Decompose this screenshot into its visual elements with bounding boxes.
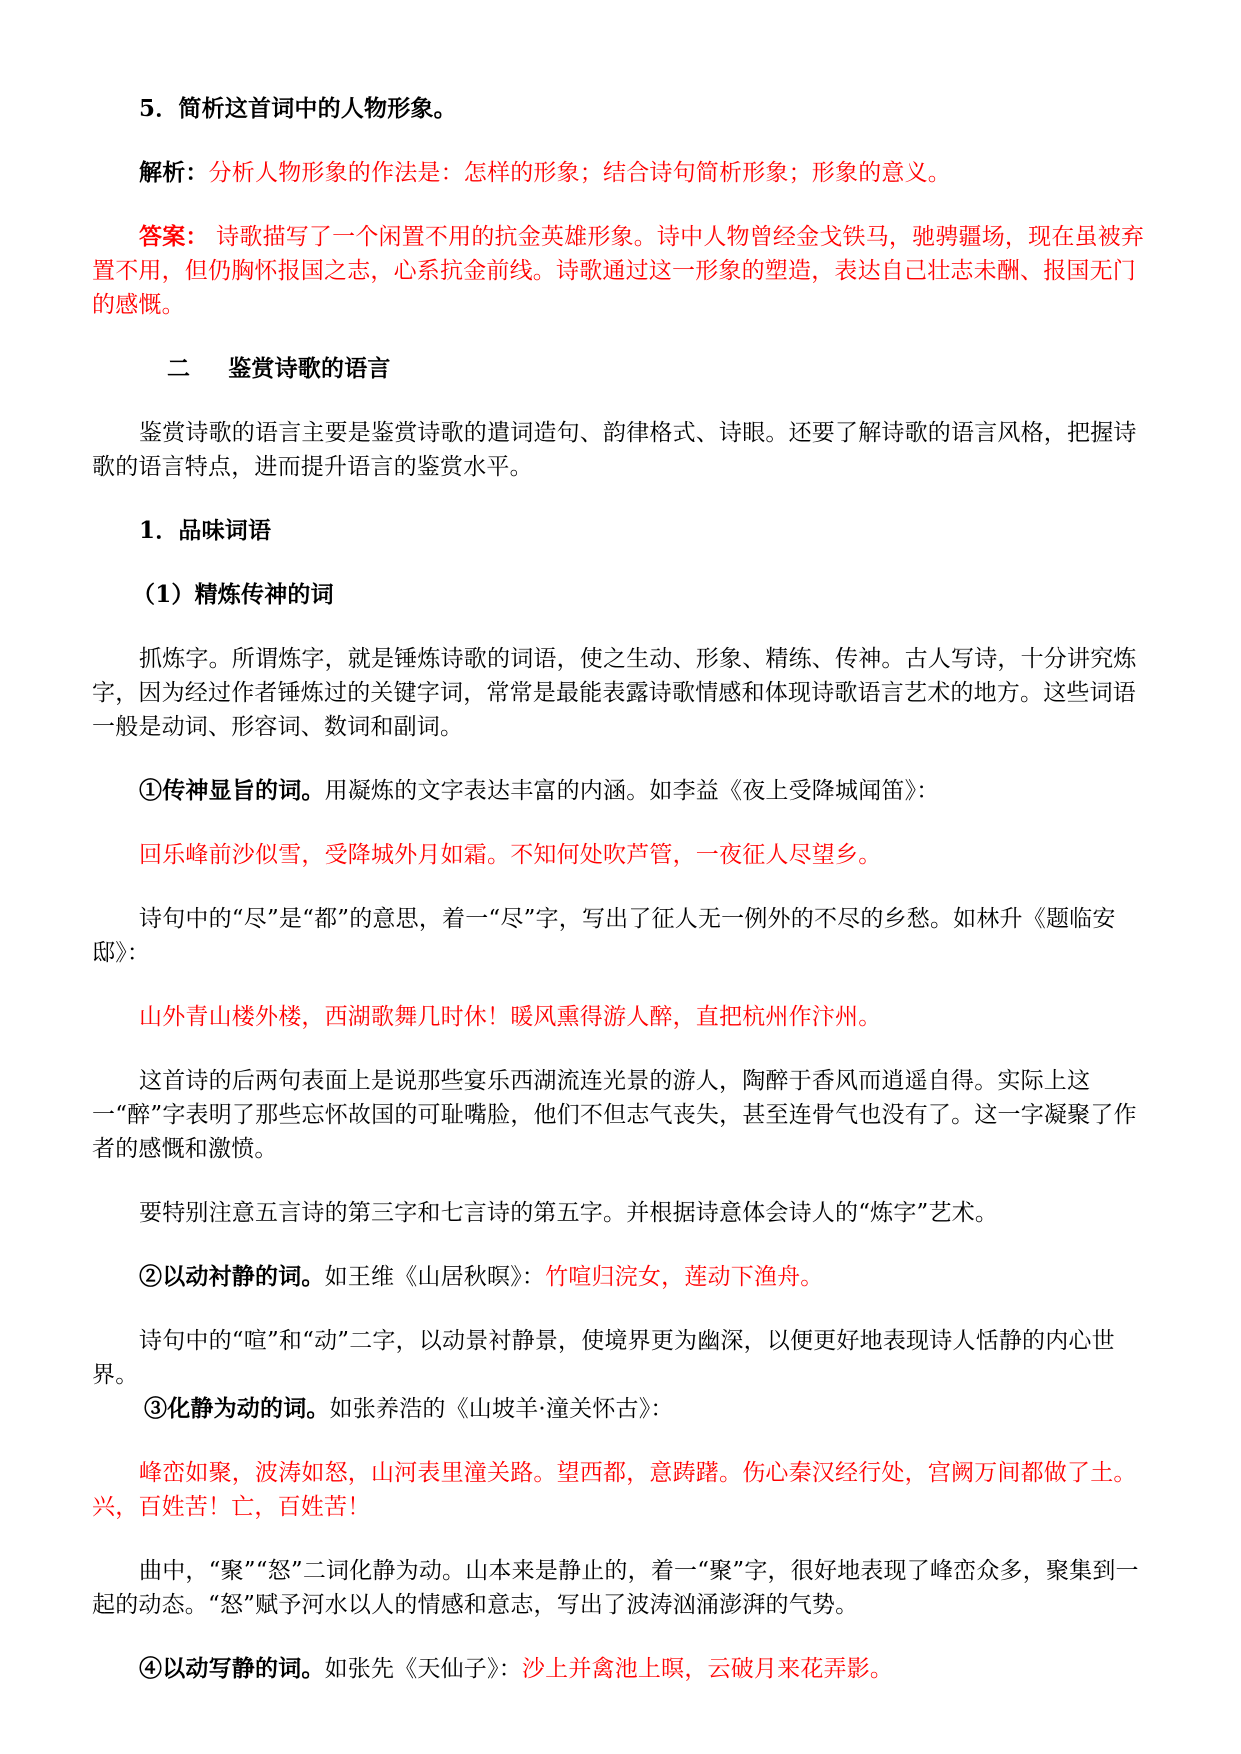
item-2-poem: 竹喧归浣女，莲动下渔舟。	[545, 1264, 824, 1290]
section-2-title: 鉴赏诗歌的语言	[228, 355, 391, 382]
item-2-label: ②以动衬静的词。	[139, 1263, 325, 1290]
analysis-label: 解析：	[139, 159, 209, 186]
item-1-note: 要特别注意五言诗的第三字和七言诗的第五字。并根据诗意体会诗人的“炼字”艺术。	[139, 1200, 999, 1226]
item-2-explain: 诗句中的“喧”和“动”二字，以动景衬静景，使境界更为幽深，以便更好地表现诗人恬静的内心世界。	[92, 1328, 1115, 1388]
section-2-number: 二	[167, 355, 191, 382]
item-3-paragraph	[92, 1392, 1150, 1426]
item-1-poem-2: 山外青山楼外楼，西湖歌舞几时休！暖风熏得游人醉，直把杭州作汴州。	[139, 1004, 882, 1030]
subsection-1-title: 1．品味词语	[139, 517, 272, 544]
item-3-text: 如张养浩的《山坡羊·潼关怀古》：	[329, 1396, 674, 1422]
analysis-paragraph	[92, 156, 1150, 190]
item-1-explain: 诗句中的“尽”是“都”的意思，着一“尽”字，写出了征人无一例外的不尽的乡愁。如林升《题临安邸》：	[92, 906, 1116, 966]
item-3-explain: 曲中，“聚”“怒”二词化静为动。山本来是静止的，着一“聚”字，很好地表现了峰峦众多，聚集到一起的动态。“怒”赋予河水以人的情感和意志，写出了波涛汹涌澎湃的气势。	[92, 1558, 1139, 1618]
section-2-heading	[92, 352, 1150, 386]
item-1-poem: 回乐峰前沙似雪，受降城外月如霜。不知何处吹芦管，一夜征人尽望乡。	[139, 842, 882, 868]
item-2-text: 如王维《山居秋暝》：	[324, 1264, 546, 1290]
item-4-poem: 沙上并禽池上暝，云破月来花弄影。	[521, 1656, 894, 1682]
section-2-intro: 鉴赏诗歌的语言主要是鉴赏诗歌的遣词造句、韵律格式、诗眼。还要了解诗歌的语言风格，把握诗歌的语言特点，进而提升语言的鉴赏水平。	[92, 420, 1137, 480]
answer-paragraph	[92, 220, 1150, 322]
analysis-text: 分析人物形象的作法是：怎样的形象；结合诗句简析形象；形象的意义。	[208, 160, 952, 186]
answer-label: 答案：	[139, 223, 209, 250]
item-3-label: ③化静为动的词。	[144, 1395, 330, 1422]
item-4-paragraph	[92, 1652, 1150, 1686]
document-body	[92, 92, 1150, 1686]
question-5-title: 5．简析这首词中的人物形象。	[139, 95, 457, 122]
subsection-1-1-title: （1）精炼传神的词	[132, 581, 334, 608]
item-1-explain-2: 这首诗的后两句表面上是说那些宴乐西湖流连光景的游人，陶醉于香风而逍遥自得。实际上这一“醉”字表明了那些忘怀故国的可耻嘴脸，他们不但志气丧失，甚至连骨气也没有了。这一字凝聚了作者的感慨和激愤。	[92, 1068, 1137, 1162]
item-2-paragraph	[92, 1260, 1150, 1294]
item-4-label: ④以动写静的词。	[139, 1655, 325, 1682]
item-3-poem: 峰峦如聚，波涛如怒，山河表里潼关路。望西都，意踌躇。伤心秦汉经行处，宫阙万间都做了土。兴，百姓苦！亡，百姓苦！	[92, 1460, 1137, 1520]
item-1-text: 用凝炼的文字表达丰富的内涵。如李益《夜上受降城闻笛》：	[324, 778, 940, 804]
answer-text: 诗歌描写了一个闲置不用的抗金英雄形象。诗中人物曾经金戈铁马，驰骋疆场，现在虽被弃置不用，但仍胸怀报国之志，心系抗金前线。诗歌通过这一形象的塑造，表达自己壮志未酬、报国无门的感慨。	[92, 224, 1145, 318]
item-4-text: 如张先《天仙子》：	[324, 1656, 522, 1682]
lianzi-paragraph: 抓炼字。所谓炼字，就是锤炼诗歌的词语，使之生动、形象、精练、传神。古人写诗，十分讲究炼字，因为经过作者锤炼过的关键字词，常常是最能表露诗歌情感和体现诗歌语言艺术的地方。这些词语一般是动词、形容词、数词和副词。	[92, 646, 1137, 740]
item-1-paragraph	[92, 774, 1150, 808]
item-1-label: ①传神显旨的词。	[139, 777, 325, 804]
